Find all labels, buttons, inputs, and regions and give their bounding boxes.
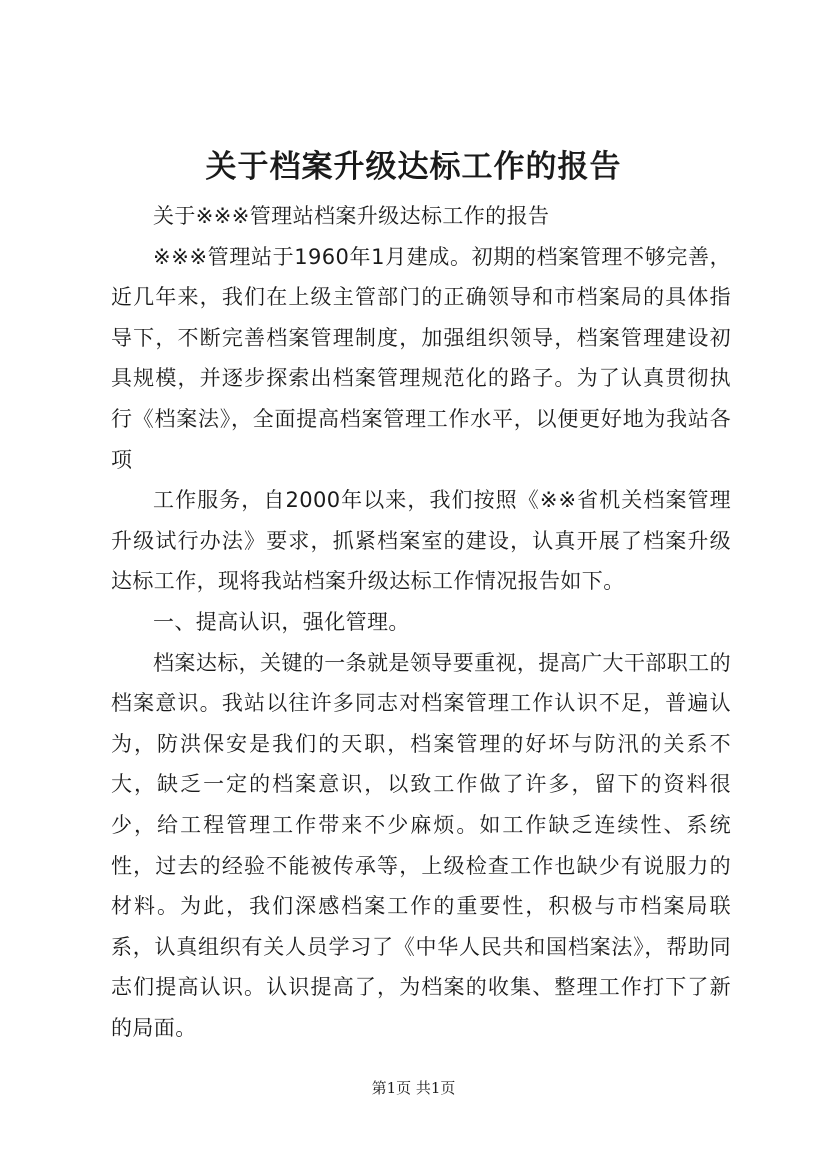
paragraph-section-1: 档案达标，关键的一条就是领导要重视，提高广大干部职工的档案意识。我站以往许多同志对档案管理工作认识不足，普遍认为，防洪保安是我们的天职，档案管理的好坏与防汛的关系不大，缺乏一定的档案意识，以致工作做了许多，留下的资料很少，给工程管理工作带来不少麻烦。如工作缺乏连续性、系统性，过去的经验不能被传承等，上级检查工作也缺少有说服力的材料。为此，我们深感档案工作的重要性，积极与市档案局联系，认真组织有关人员学习了《中华人民共和国档案法》，帮助同志们提高认识。认识提高了，为档案的收集、整理工作打下了新的局面。	[111, 650, 731, 1040]
paragraph-subtitle: 关于※※※管理站档案升级达标工作的报告	[153, 204, 550, 228]
section-heading-1: 一、提高认识，强化管理。	[153, 609, 410, 634]
document-title: 关于档案升级达标工作的报告	[205, 149, 622, 185]
page-number-footer: 第1页 共1页	[371, 1079, 456, 1097]
paragraph-work-service: 工作服务，自2000年以来，我们按照《※※省机关档案管理升级试行办法》要求，抓紧档案室的建设，认真开展了档案升级达标工作，现将我站档案升级达标工作情况报告如下。	[111, 488, 731, 594]
document-body	[111, 196, 731, 1048]
paragraph-intro: ※※※管理站于1960年1月建成。初期的档案管理不够完善，近几年来，我们在上级主管部门的正确领导和市档案局的具体指导下，不断完善档案管理制度，加强组织领导，档案管理建设初具规模，并逐步探索出档案管理规范化的路子。为了认真贯彻执行《档案法》，全面提高档案管理工作水平，以便更好地为我站各项	[111, 244, 731, 472]
